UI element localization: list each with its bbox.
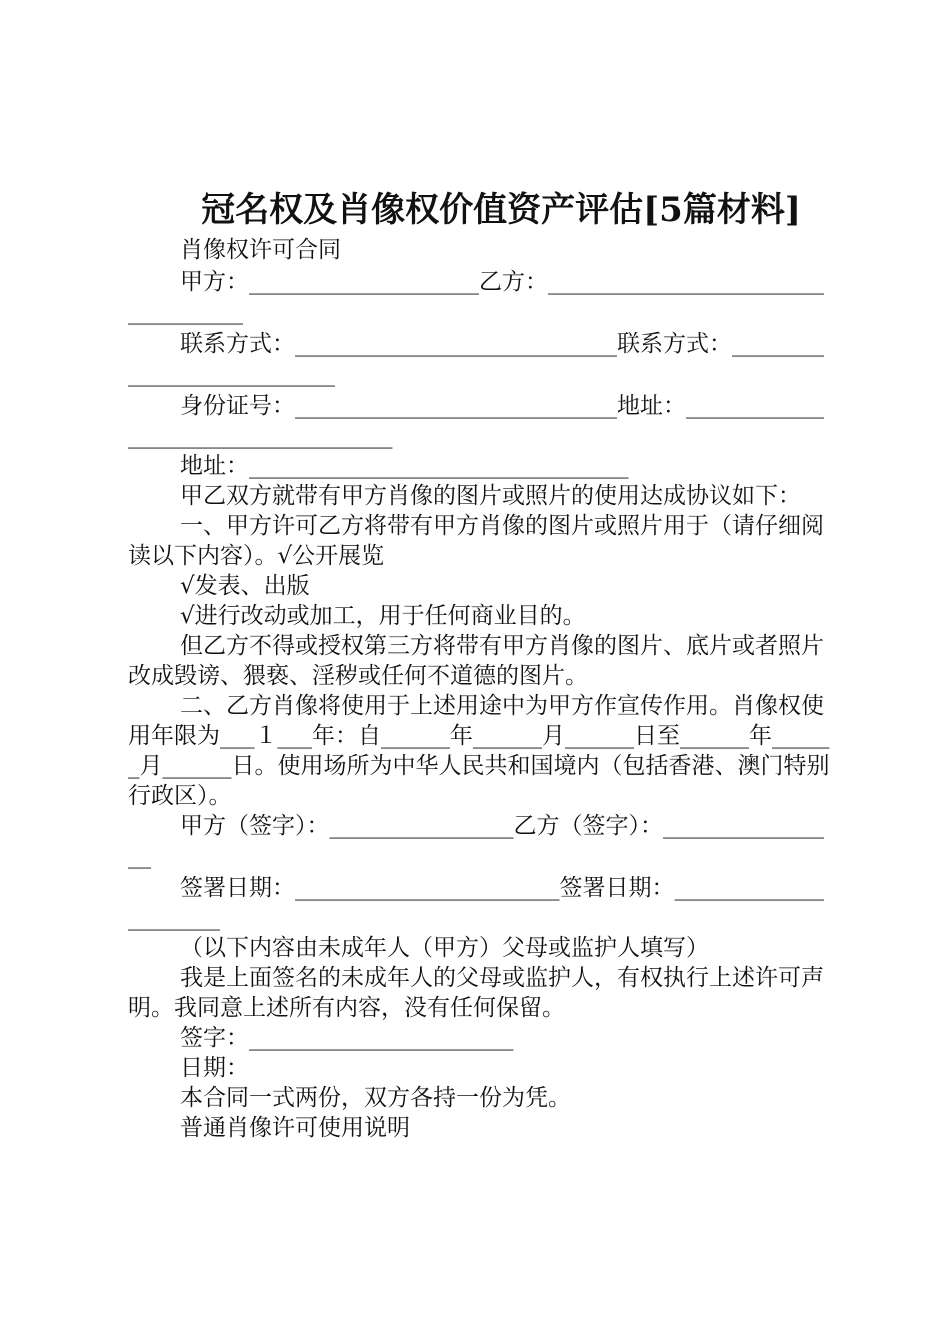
clause-one-item-modify: √进行改动或加工，用于任何商业目的。	[180, 603, 586, 629]
agreement-intro: 甲乙双方就带有甲方肖像的图片或照片的使用达成协议如下：	[180, 483, 801, 509]
copies-note: 本合同一式两份，双方各持一份为凭。	[180, 1085, 571, 1111]
clause-restriction: 但乙方不得或授权第三方将带有甲方肖像的图片、底片或者照片改成毁谤、猥亵、淫秽或任何不道德的图片。	[128, 633, 824, 689]
sign-date-line: 签署日期：_______________________签署日期：_____________________	[128, 875, 824, 931]
contact-line: 联系方式：____________________________联系方式：__________________________	[128, 331, 824, 387]
address-line: 地址：_________________________________	[180, 453, 629, 479]
clause-one: 一、甲方许可乙方将带有甲方肖像的图片或照片用于（请仔细阅读以下内容）。√公开展览	[128, 513, 824, 569]
id-address-line: 身份证号：____________________________地址：___________________________________	[128, 393, 824, 449]
party-line: 甲方：____________________乙方：__________________________________	[128, 269, 824, 325]
document-title: 冠名权及肖像权价值资产评估[5篇材料]	[201, 190, 801, 230]
guardian-date: 日期：	[180, 1055, 249, 1081]
next-section-heading: 普通肖像许可使用说明	[180, 1115, 410, 1141]
guardian-signature: 签字：_______________________	[180, 1025, 514, 1051]
guardian-note: （以下内容由未成年人（甲方）父母或监护人填写）	[180, 935, 709, 961]
contract-heading: 肖像权许可合同	[180, 237, 341, 263]
guardian-statement: 我是上面签名的未成年人的父母或监护人，有权执行上述许可声明。我同意上述所有内容，没有任何保留。	[128, 965, 824, 1021]
document-page	[128, 185, 834, 1143]
clause-one-item-publish: √发表、出版	[180, 573, 310, 599]
clause-two: 二、乙方肖像将使用于上述用途中为甲方作宣传作用。肖像权使用年限为___１___年：自______年______月______日至______年______月______日。使用场所为中华人民共和国境内（包括香港、澳门特别行政区）。	[128, 693, 830, 809]
signature-line: 甲方（签字）：________________乙方（签字）：________________	[128, 813, 824, 869]
